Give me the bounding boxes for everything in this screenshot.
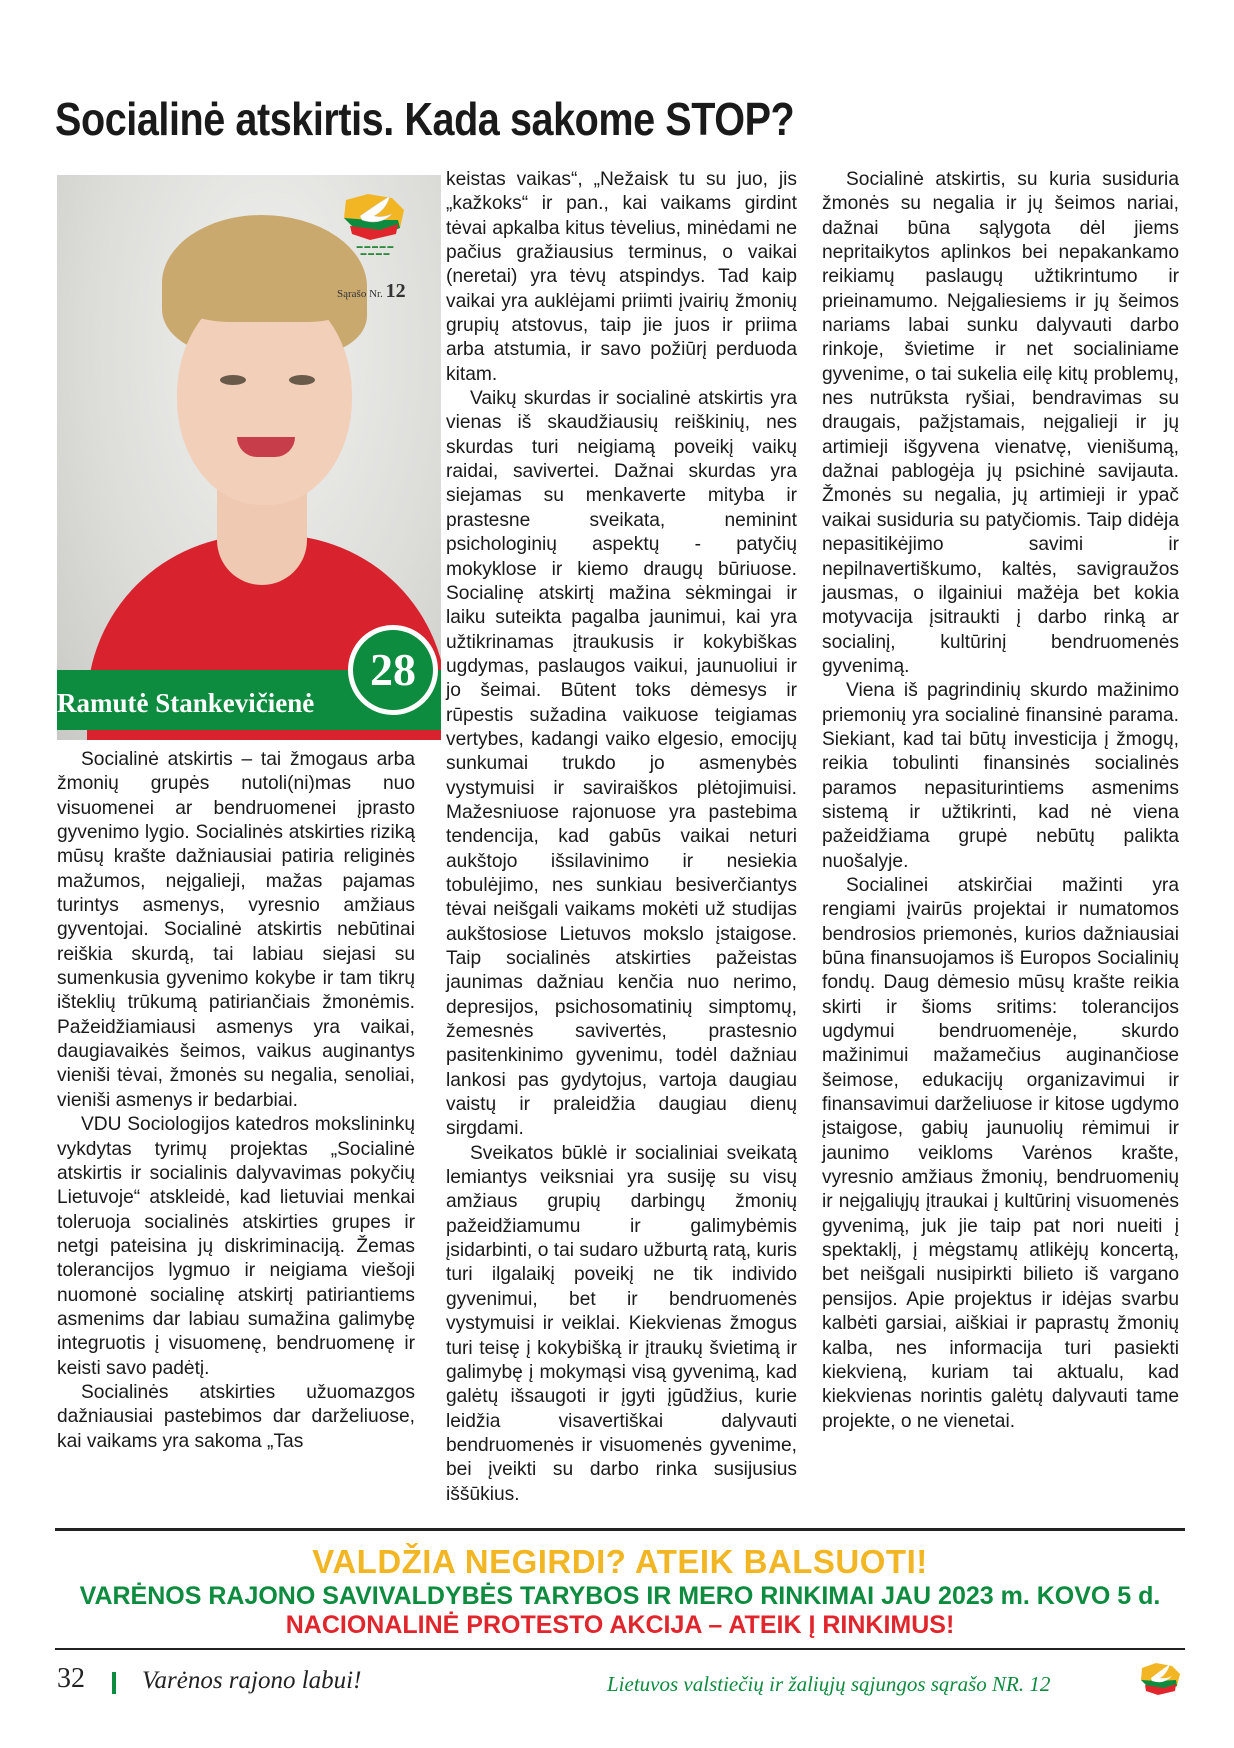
banner-headline: VALDŽIA NEGIRDI? ATEIK BALSUOTI! (312, 1543, 928, 1580)
paragraph: Socialinės atskirties užuomazgos dažniausiai pastebimos dar darželiuose, kai vaikams yra sakoma „Tas (57, 1381, 415, 1452)
paragraph: VDU Sociologijos katedros mokslininkų vykdytas tyrimų projektas „Socialinė atskirtis ir socialinis dalyvavimas pokyčių Lietuvoje“ atskleidė, kad lietuviai menkai toleruoja socialinės atskirties grupes ir netgi pateisina jų diskriminaciją. Žemas tolerancijos lygmuo ir neigiama viešoji nuomonė socialinę atskirtį patiriantiems asmenims dar labiau sumažina galimybę integruotis į visuomenę, bendruomenę ir keisti savo padėtį. (57, 1114, 415, 1379)
footer-party-list: Lietuvos valstiečių ir žaliųjų sąjungos sąrašo NR. 12 (607, 1672, 1051, 1696)
banner-top-divider (55, 1528, 1185, 1531)
banner-election-line: VARĖNOS RAJONO SAVIVALDYBĖS TARYBOS IR MERO RINKIMAI JAU 2023 m. KOVO 5 d. (79, 1582, 1161, 1610)
party-logo-icon (340, 190, 410, 242)
paragraph: Socialinė atskirtis, su kuria susiduria žmonės su negalia ir jų šeimos nariai, dažnai būna sąlygota dėl jiems nepritaikytos aplinkos bei nepakankamo reikiamų paslaugų užtikrintumo ir prieinamumo. Neįgaliesiems ir jų šeimos nariams labai sunku dalyvauti darbo rinkoje, švietime ir net socialiniame gyvenime, o tai sukelia eilę kitų problemų, nes nutrūksta ryšiai, bendravimas su draugais, pažįstamais, neįgalieji ir jų artimieji išgyvena vienatvę, vienišumą, dažnai pablogėja jų psichinė savijauta. Žmonės su negalia, jų artimieji ir ypač vaikai susiduria su patyčiomis. Taip didėja nepasitikėjimo savimi ir nepilnavertiškumo, kaltės, savigraužos jausmas, o ilgainiui mažėja bet kokia motyvacija įsitraukti į darbo rinką ar socialinį, kultūrinį bendruomenės gyvenimą. (822, 169, 1179, 677)
list-number: 12 (385, 280, 406, 302)
candidate-number-badge: 28 (348, 625, 438, 715)
paragraph: Socialinei atskirčiai mažinti yra rengiami įvairūs projektai ir numatomos bendrosios priemonės, kurios dažniausiai būna finansuojamos iš Europos Socialinių fondų. Daug dėmesio mūsų krašte reikia skirti ir šioms sritims: tolerancijos ugdymui bendruomenėje, skurdo mažinimui mažamečius auginančiose šeimose, edukacijų organizavimui ir finansavimui darželiuose ir kitose ugdymo įstaigose, gabių jaunuolių rėmimui ir jaunimo veikloms Varėnos krašte, vyresnio amžiaus žmonių, bendruomenių ir neįgaliųjų įtraukai į kultūrinį visuomenės gyvenimą, juk jie taip pat nori nueiti į spektaklį, į mėgstamų atlikėjų koncertą, bet neišgali nusipirkti bilieto iš vargano pensijos. Apie projektus ir idėjas svarbu kalbėti garsiai, aiškiai ir paprastų žmonių kalba, nes informacija turi pasiekti kiekvieną, kuriam tai aktualu, kad kiekvienas norintis galėtų dalyvauti tame projekte, o ne vienetai. (822, 874, 1179, 1432)
party-logo-small-icon (1138, 1660, 1182, 1696)
list-number-prefix: Sąrašo Nr. (337, 288, 383, 300)
article-column-2 (446, 168, 797, 1507)
page-number: 32 (57, 1663, 85, 1694)
footer-separator (112, 1672, 116, 1694)
paragraph: Viena iš pagrindinių skurdo mažinimo priemonių yra socialinė finansinė parama. Siekiant, kad tai būtų investicija į žmogų, reikia tobulinti finansinės socialinės paramos nepasiturintiems asmenims sistemą ir užtikrinti, kad nė viena pažeidžiama grupė nebūtų palikta nuošalyje. (822, 680, 1179, 872)
party-logo-caption: ▬ ▬ ▬ ▬ ▬ ▬ ▬ ▬ ▬ (356, 244, 394, 257)
banner-bottom-divider (55, 1648, 1185, 1650)
article-column-3 (822, 168, 1179, 1434)
candidate-name: Ramutė Stankevičienė (57, 688, 315, 718)
banner-protest-line: NACIONALINĖ PROTESTO AKCIJA – ATEIK Į RINKIMUS! (285, 1611, 955, 1639)
footer-slogan: Varėnos rajono labui! (142, 1667, 362, 1694)
paragraph: Socialinė atskirtis – tai žmogaus arba žmonių grupės nutoli(ni)mas nuo visuomenei ar bendruomenei įprasto gyvenimo lygio. Socialinės atskirties riziką mūsų krašte dažniausiai patiria religinės mažumos, neįgalieji, mažas pajamas turintys asmenys, vyresnio amžiaus gyventojai. Socialinė atskirtis nebūtinai reiškia skurdą, tai labiau siejasi su sumenkusia gyvenimo kokybe ir tam tikrų išteklių trūkumą patiriančiais žmonėmis. Pažeidžiamiausi asmenys yra vaikai, daugiavaikės šeimos, vaikus auginantys vieniši tėvai, žmonės su negalia, senoliai, vieniši asmenys ir bedarbiai. (57, 749, 415, 1111)
list-number-label (337, 280, 406, 303)
paragraph: keistas vaikas“, „Nežaisk tu su juo, jis „kažkoks“ ir pan., kai vaikams girdint tėvai apkalba kitus tėvelius, minėdami ne pačius gražiausius terminus, o vaikai (neretai) yra tėvų atspindys. Tad kaip vaikai yra auklėjami priimti įvairių žmonių grupių atstovus, taip jie juos ir priima arba atstumia, ir savo požiūrį perduoda kitam. (446, 169, 797, 385)
paragraph: Vaikų skurdas ir socialinė atskirtis yra vienas iš skaudžiausių reiškinių, nes skurdas turi neigiamą poveikį vaikų raidai, savivertei. Dažnai skurdas yra siejamas su menkaverte mityba ir prastesne sveikata, neminint psichologinių aspektų - patyčių mokyklose ir kiemo draugų būriuose. Socialinę atskirtį mažina sėkmingai ir laiku suteikta pagalba jaunimui, kai yra užtikrinamas įtraukusis ir kokybiškas ugdymas, paslaugos vaikui, jaunuoliui ir jo šeimai. Būtent toks dėmesys ir rūpestis sužadina vaikuose teigiamas vertybes, kadangi vaiko elgesio, emocijų sunkumai trukdo jo asmenybės vystymuisi ir saviraiškos plėtojimuisi. Mažesniuose rajonuose yra pastebima tendencija, kad gabūs vaikai neturi aukštojo išsilavinimo ir nesiekia tobulėjimo, nes sunkiau besiverčiantys tėvai neišgali vaikams mokėti už studijas aukštosiose Lietuvos mokslo įstaigose. Taip socialinės atskirties pažeistas jaunimas dažniau kenčia nuo nerimo, depresijos, psichosomatinių simptomų, žemesnės savivertės, prastesnio pasitenkinimo gyvenimu, todėl dažniau lankosi pas gydytojus, vartoja daugiau vaistų ir praleidžia daugiau dienų sirgdami. (446, 388, 797, 1140)
paragraph: Sveikatos būklė ir socialiniai sveikatą lemiantys veiksniai yra susiję su visų amžiaus grupių darbingų žmonių pažeidžiamumu ir galimybėmis įsidarbinti, o tai sudaro užburtą ratą, kuris turi ilgalaikį poveikį ne tik individo gyvenimui, bet ir bendruomenės vystymuisi ir veiklai. Kiekvienas žmogus turi teisę į kokybišką ir įtraukų švietimą ir galimybę į mokymąsi visą gyvenimą, kad galėtų išsaugoti ir įgyti įgūdžius, kurie leidžia visavertiškai dalyvauti bendruomenės ir visuomenės gyvenime, bei įveikti su darbo rinka susijusius iššūkius. (446, 1142, 797, 1505)
article-title: Socialinė atskirtis. Kada sakome STOP? (55, 93, 795, 145)
article-column-1 (57, 748, 415, 1454)
